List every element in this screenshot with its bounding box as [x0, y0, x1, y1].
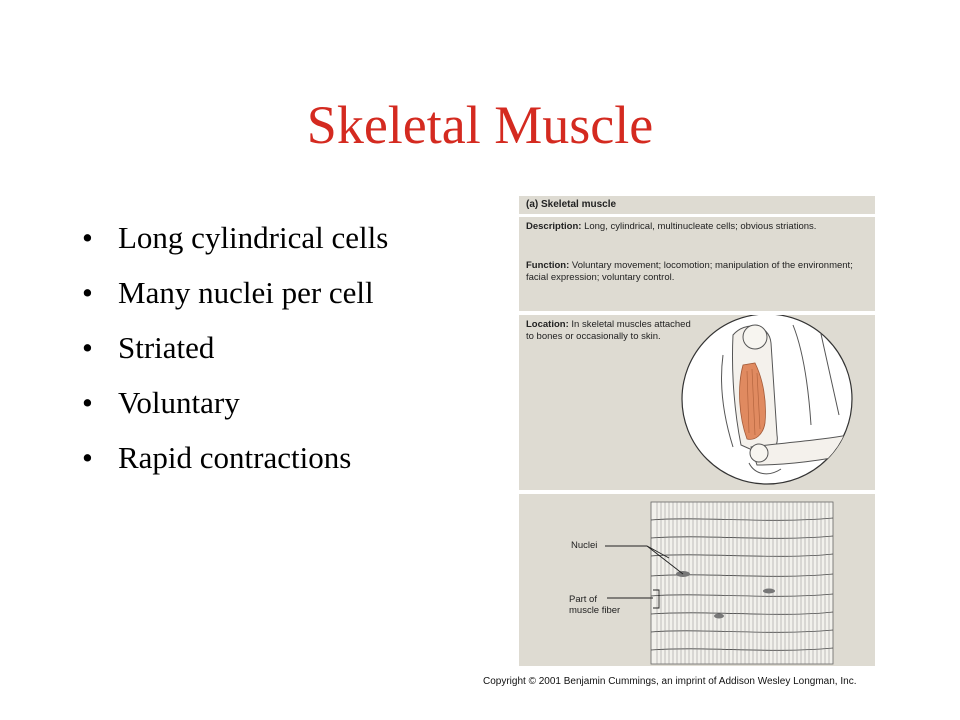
slide-title: Skeletal Muscle	[306, 95, 654, 155]
description-panel	[519, 217, 875, 311]
micrograph-panel	[519, 494, 875, 666]
description-label: Description:	[526, 221, 582, 232]
location-panel	[519, 315, 875, 490]
arm-illustration-icon	[519, 315, 875, 490]
figure-header-text: (a) Skeletal muscle	[526, 199, 617, 210]
description-text	[526, 221, 861, 233]
bullet-item: • Many nuclei per cell	[82, 275, 388, 330]
location-body: In skeletal muscles attached to bones or occasionally to skin.	[526, 319, 691, 342]
copyright-text: Copyright © 2001 Benjamin Cummings, an imprint of Addison Wesley Longman, Inc.	[483, 676, 857, 687]
skeletal-muscle-figure	[519, 196, 875, 666]
muscle-fiber-label: Part of muscle fiber	[569, 594, 621, 616]
location-label: Location:	[526, 319, 569, 330]
function-body: Voluntary movement; locomotion; manipulation of the environment; facial expression; voluntary control.	[526, 260, 853, 283]
function-text	[526, 260, 861, 283]
function-label: Function:	[526, 260, 570, 271]
bullet-list	[82, 220, 388, 495]
bullet-item: • Striated	[82, 330, 388, 385]
bullet-item: • Voluntary	[82, 385, 388, 440]
bullet-item: • Long cylindrical cells	[82, 220, 388, 275]
nuclei-label: Nuclei	[571, 540, 598, 551]
muscle-fiber-micrograph-icon	[519, 494, 875, 666]
figure-header	[519, 196, 875, 214]
bullet-item: • Rapid contractions	[82, 440, 388, 495]
description-body: Long, cylindrical, multinucleate cells; obvious striations.	[581, 221, 817, 232]
